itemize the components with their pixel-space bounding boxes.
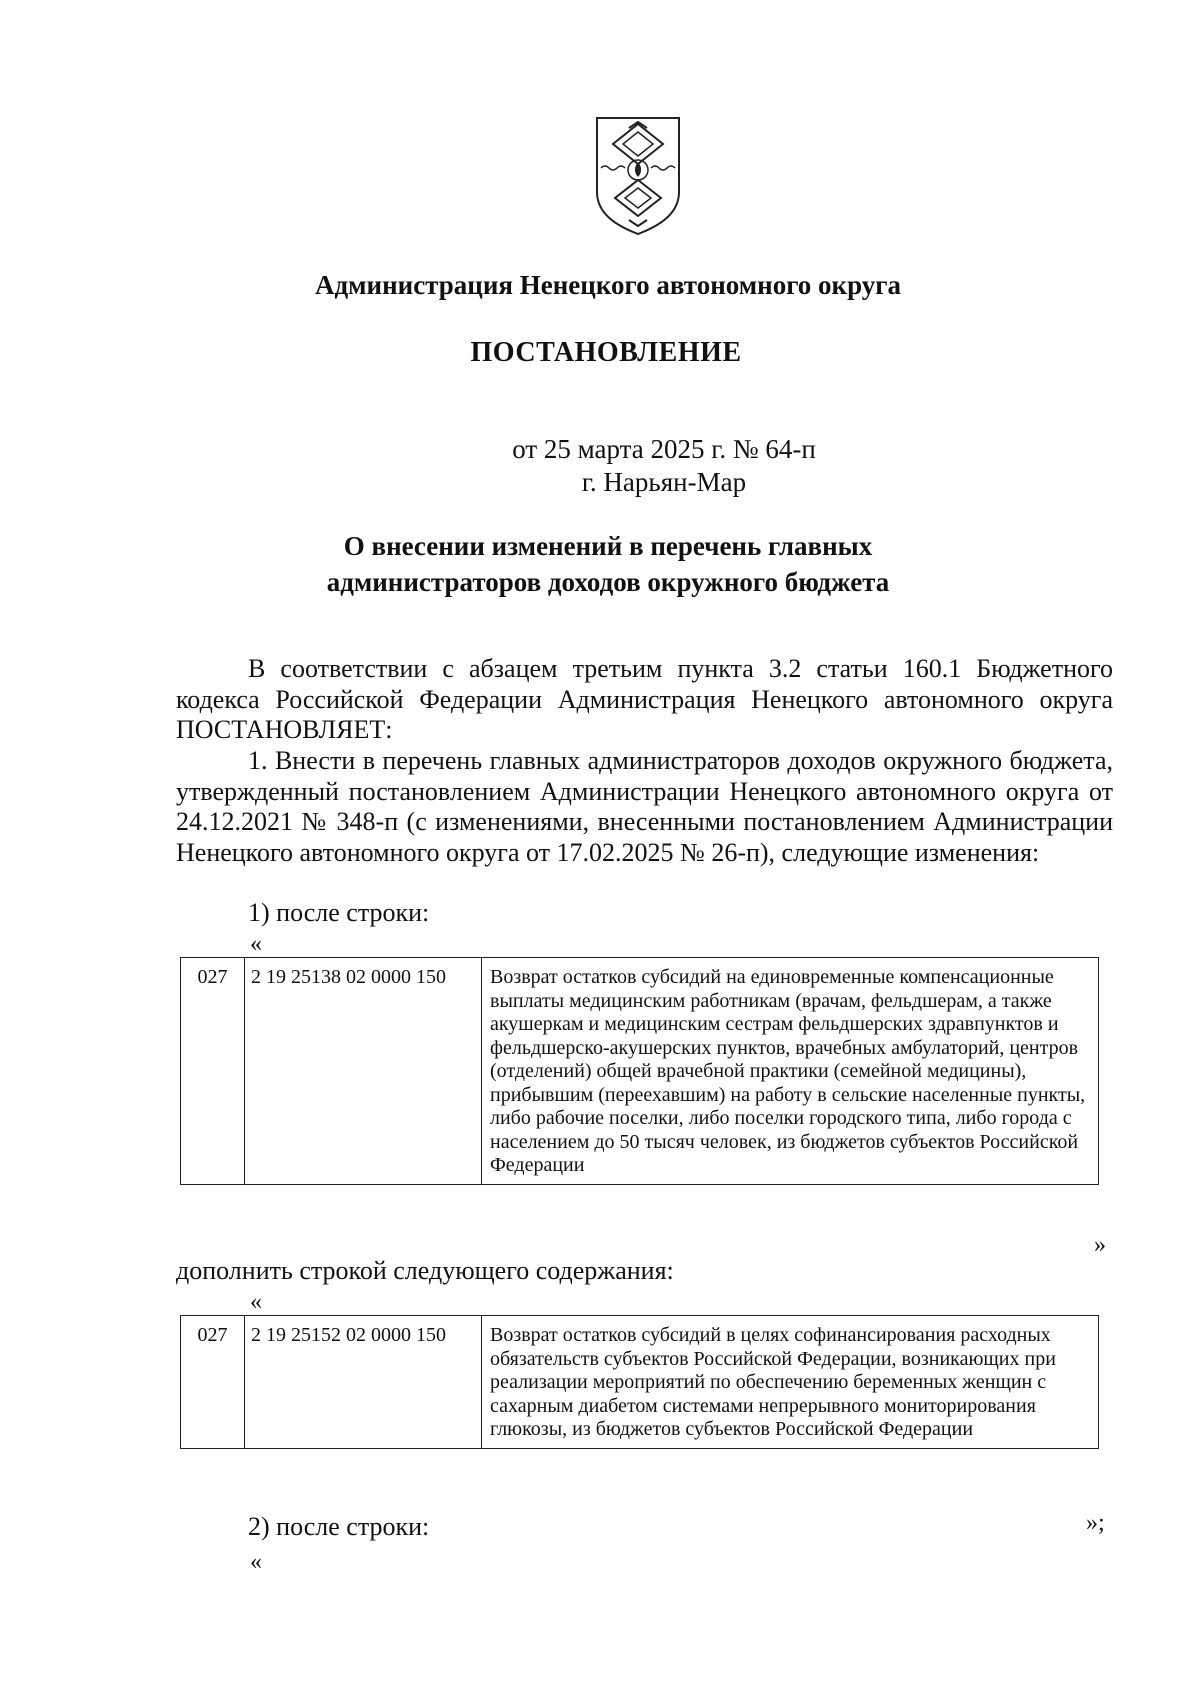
quote-close-2: »; bbox=[1086, 1510, 1105, 1536]
document-subject bbox=[8, 528, 1200, 600]
sub-item-1-label: 1) после строки: bbox=[248, 898, 430, 927]
description-cell: Возврат остатков субсидий на единовременные компенсационные выплаты медицинским работникам (врачам, фельдшерам, а также акушеркам и медицинским сестрам фельдшерских здравпунктов и фельдшерско-акушерских пунктов, врачебных амбулаторий, центров (отделений) общей врачебной практики (семейной медицины), прибывшим (переехавшим) на работу в сельские населенные пункты, либо рабочие поселки, либо поселки городского типа, либо города с населением до 50 тысяч человек, из бюджетов субъектов Российской Федерации bbox=[482, 958, 1099, 1185]
supplement-label: дополнить строкой следующего содержания: bbox=[176, 1256, 674, 1285]
new-row-table bbox=[180, 1315, 1099, 1449]
date-number: от 25 марта 2025 г. № 64-п bbox=[512, 434, 816, 464]
city: г. Нарьян-Мар bbox=[581, 467, 747, 497]
document-type: ПОСТАНОВЛЕНИЕ bbox=[470, 337, 742, 368]
admin-code-cell: 027 bbox=[181, 1316, 245, 1449]
quote-open-2: « bbox=[250, 1289, 262, 1315]
organization-name: Администрация Ненецкого автономного округа bbox=[314, 270, 902, 300]
quote-close-1: » bbox=[1094, 1232, 1106, 1258]
subject-line-2: администраторов доходов окружного бюджета bbox=[326, 567, 890, 597]
nenets-okrug-coat-of-arms-icon bbox=[593, 114, 683, 236]
kbk-cell: 2 19 25138 02 0000 150 bbox=[245, 958, 482, 1185]
sub-item-2-label: 2) после строки: bbox=[248, 1512, 430, 1541]
kbk-cell: 2 19 25152 02 0000 150 bbox=[245, 1316, 482, 1449]
table-row bbox=[181, 1316, 1099, 1449]
existing-row-table bbox=[180, 957, 1099, 1185]
table-row bbox=[181, 958, 1099, 1185]
item-1-paragraph: 1. Внести в перечень главных администраторов доходов окружного бюджета, утвержденный постановлением Администрации Ненецкого автономного округа от 24.12.2021 № 348-п (с изменениями, внесенными постановлением Администрации Ненецкого автономного округа от 17.02.2025 № 26-п), следующие изменения: bbox=[176, 746, 1113, 867]
quote-open-3: « bbox=[250, 1549, 262, 1575]
admin-code-cell: 027 bbox=[181, 958, 245, 1185]
preamble-paragraph: В соответствии с абзацем третьим пункта 3.2 статьи 160.1 Бюджетного кодекса Российской Федерации Администрация Ненецкого автономного округа ПОСТАНОВЛЯЕТ: bbox=[176, 654, 1113, 744]
quote-open-1: « bbox=[250, 931, 262, 957]
subject-line-1: О внесении изменений в перечень главных bbox=[343, 531, 873, 561]
date-block bbox=[64, 433, 1200, 499]
description-cell: Возврат остатков субсидий в целях софинансирования расходных обязательств субъектов Российской Федерации, возникающих при реализации мероприятий по обеспечению беременных женщин с сахарным диабетом системами непрерывного мониторирования глюкозы, из бюджетов субъектов Российской Федерации bbox=[482, 1316, 1099, 1449]
